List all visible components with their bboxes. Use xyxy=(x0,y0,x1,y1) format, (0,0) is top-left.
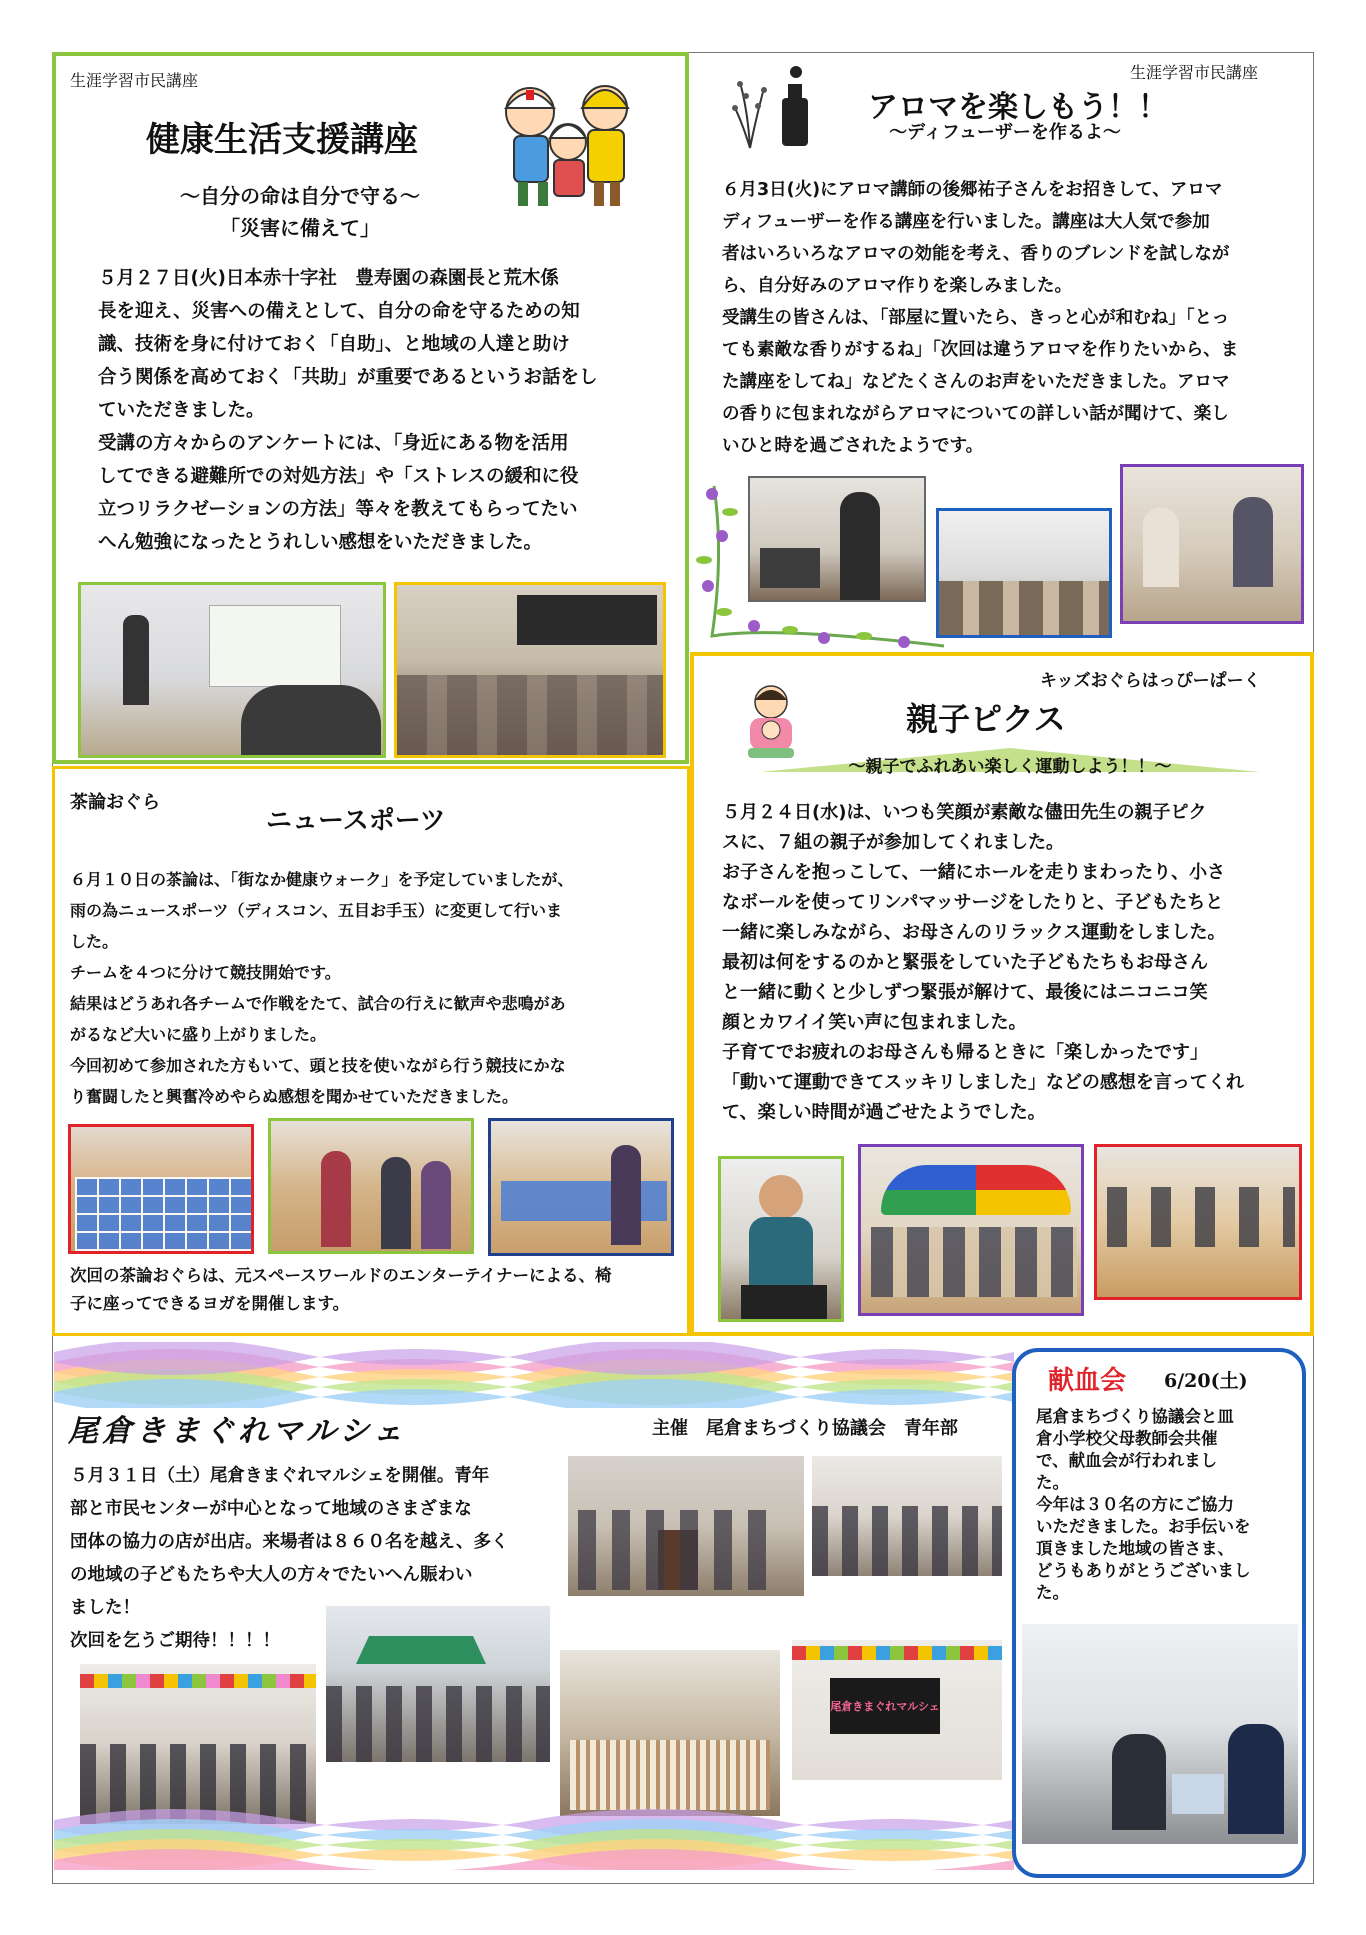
health-photo-audience xyxy=(394,582,666,758)
sports-body-line: 今回初めて参加された方もいて、頭と技を使いながら行う競技にかな xyxy=(70,1056,566,1075)
aroma-body-line: ６月3日(火)にアロマ講師の後郷祐子さんをお招きして、アロマ xyxy=(722,180,1223,200)
marche-body-line: ました！ xyxy=(70,1598,140,1618)
sports-body-line: ６月１０日の茶論は、「街なか健康ウォーク」を予定していましたが、 xyxy=(70,870,574,889)
health-body-line: 受講の方々からのアンケートには、「身近にある物を活用 xyxy=(98,433,569,454)
pics-body-line: 「動いて運動できてスッキリしました」などの感想を言ってくれ xyxy=(722,1072,1244,1093)
sports-body-line: がるなど大いに盛り上がりました。 xyxy=(70,1025,327,1044)
blood-body-line: 今年は３０名の方にご協力 xyxy=(1036,1495,1234,1514)
health-body xyxy=(98,262,668,559)
blood-body-line: 尾倉まちづくり協議会と皿 xyxy=(1036,1407,1234,1426)
marche-photo-flags xyxy=(80,1664,316,1824)
sports-next-line: 子に座ってできるヨガを開催します。 xyxy=(70,1294,350,1313)
blood-body xyxy=(1036,1406,1298,1604)
aroma-photo-1 xyxy=(748,476,926,602)
marche-photo-tent xyxy=(326,1606,550,1762)
aroma-body-line: 受講生の皆さんは、「部屋に置いたら、きっと心が和むね」「とっ xyxy=(722,308,1230,328)
sports-body-line: 雨の為ニュースポーツ（ディスコン、五目お手玉）に変更して行いま xyxy=(70,901,563,920)
aroma-body-line: の香りに包まれながらアロマについての詳しい話が聞けて、楽し xyxy=(722,404,1229,424)
health-body-line: ていただきました。 xyxy=(98,400,265,421)
sports-title: ニュースポーツ xyxy=(266,806,446,836)
sports-body-line: 結果はどうあれ各チームで作戦をたて、試合の行えに歓声や悲鳴があ xyxy=(70,994,566,1013)
health-subtitle2: 「災害に備えて」 xyxy=(220,216,380,240)
health-series-label: 生涯学習市民講座 xyxy=(70,71,199,90)
health-body-line: ５月２７日(火)日本赤十字社 豊寿園の森園長と荒木係 xyxy=(98,268,559,289)
health-title: 健康生活支援講座 xyxy=(146,120,418,160)
aroma-title: アロマを楽しもう！！ xyxy=(868,90,1168,125)
health-body-line: へん勉強になったとうれしい感想をいただきました。 xyxy=(98,532,543,553)
pics-body-line: ５月２４日(水)は、いつも笑顔が素敵な儘田先生の親子ピク xyxy=(722,802,1207,823)
sports-next xyxy=(70,1262,686,1318)
rainbow-bottom xyxy=(54,1806,1014,1870)
sports-body-line: した。 xyxy=(70,932,119,951)
blood-title: 献血会 xyxy=(1048,1366,1127,1396)
pics-body-line: て、楽しい時間が過ごせたようでした。 xyxy=(722,1102,1046,1123)
disaster-children-illustration xyxy=(490,72,640,212)
blood-body-line: どうもありがとうございまし xyxy=(1036,1561,1251,1580)
aroma-subtitle: ～ディフューザーを作るよ～ xyxy=(889,122,1121,143)
pics-series-label: キッズおぐらはっぴーぱーく xyxy=(1040,671,1261,691)
aroma-photo-2 xyxy=(936,508,1112,638)
pics-body-line: 一緒に楽しみながら、お母さんのリラックス運動をしました。 xyxy=(722,922,1226,943)
marche-host: 主催 尾倉まちづくり協議会 青年部 xyxy=(652,1418,958,1439)
marche-body-line: の地域の子どもたちや大人の方々でたいへん賑わい xyxy=(70,1565,473,1585)
health-body-line: 合う関係を高めておく「共助」が重要であるというお話をし xyxy=(98,367,598,388)
aroma-bottle-illustration xyxy=(730,62,816,152)
marche-body-line: 次回を乞うご期待！！！！ xyxy=(70,1631,280,1651)
aroma-body-line: ら、自分好みのアロマ作りを楽しみました。 xyxy=(722,276,1072,296)
marche-body-line: 部と市民センターが中心となって地域のさまざまな xyxy=(70,1499,472,1519)
marche-photo-books xyxy=(560,1650,780,1816)
pics-body-line: お子さんを抱っこして、一緒にホールを走りまわったり、小さ xyxy=(722,862,1226,883)
pics-body-line: 子育てでお疲れのお母さんも帰るときに「楽しかったです」 xyxy=(722,1042,1208,1063)
pics-photo-instructor xyxy=(718,1156,844,1322)
sports-next-line: 次回の茶論おぐらは、元スペースワールドのエンターテイナーによる、椅 xyxy=(70,1266,612,1285)
health-body-line: 立つリラクゼーションの方法」等々を教えてもらってたい xyxy=(98,499,578,520)
aroma-series-label: 生涯学習市民講座 xyxy=(1130,63,1259,82)
blood-body-line: た。 xyxy=(1036,1583,1069,1602)
marche-sign-board xyxy=(830,1678,940,1734)
sports-photo-grid xyxy=(68,1124,254,1254)
pics-subtitle: ～親子でふれあい楽しく運動しよう！！～ xyxy=(848,757,1172,777)
aroma-body-line: ディフューザーを作る講座を行いました。講座は大人気で参加 xyxy=(722,212,1210,232)
rainbow-top xyxy=(54,1342,1014,1408)
sports-body-line: チームを４つに分けて競技開始です。 xyxy=(70,963,341,982)
sports-photo-hall xyxy=(488,1118,674,1256)
pics-body-line: 顔とカワイイ笑い声に包まれました。 xyxy=(722,1012,1027,1033)
pics-photo-floor xyxy=(1094,1144,1302,1300)
marche-photo-hall-crowd xyxy=(812,1456,1002,1576)
pics-body-line: と一緒に動くと少しずつ緊張が解けて、最後にはニコニコ笑 xyxy=(722,982,1208,1003)
sports-series-label: 茶論おぐら xyxy=(70,792,160,813)
pics-body-line: スに、７組の親子が参加してくれました。 xyxy=(722,832,1064,853)
pics-body xyxy=(722,798,1302,1128)
health-body-line: 識、技術を身に付けておく「自助」、と地域の人達と助け xyxy=(98,334,570,355)
blood-body-line: で、献血会が行われまし xyxy=(1036,1451,1218,1470)
blood-body-line: いただきました。お手伝いを xyxy=(1036,1517,1251,1536)
marche-photo-sign xyxy=(792,1640,1002,1780)
aroma-body-line: 者はいろいろなアロマの効能を考え、香りのブレンドを試しなが xyxy=(722,244,1230,264)
aroma-body-line: いひと時を過ごされたようです。 xyxy=(722,436,984,456)
aroma-photo-3 xyxy=(1120,464,1304,624)
pics-title: 親子ピクス xyxy=(906,700,1066,738)
marche-sign-text: 尾倉きまぐれマルシェ xyxy=(830,1700,940,1713)
pics-photo-parachute xyxy=(858,1144,1084,1316)
sports-photo-players xyxy=(268,1118,474,1254)
sports-body xyxy=(70,864,686,1112)
blood-photo xyxy=(1022,1624,1298,1844)
pics-body-line: なボールを使ってリンパマッサージをしたりと、子どもたちと xyxy=(722,892,1224,913)
aroma-body xyxy=(722,174,1302,462)
health-body-line: してできる避難所での対処方法」や「ストレスの緩和に役 xyxy=(98,466,579,487)
aroma-body-line: た講座をしてね」などたくさんのお声をいただきました。アロマ xyxy=(722,372,1230,392)
health-subtitle: ～自分の命は自分で守る～ xyxy=(180,184,420,208)
aroma-body-line: ても素敵な香りがするね」「次回は違うアロマを作りたいから、ま xyxy=(722,340,1239,360)
health-photo-lecture xyxy=(78,582,386,758)
blood-body-line: 頂きました地域の皆さま、 xyxy=(1036,1539,1234,1558)
marche-photo-entrance xyxy=(568,1456,804,1596)
marche-title: 尾倉きまぐれマルシェ xyxy=(68,1414,407,1449)
blood-body-line: た。 xyxy=(1036,1473,1069,1492)
pics-body-line: 最初は何をするのかと緊張をしていた子どもたちもお母さん xyxy=(722,952,1208,973)
sports-body-line: り奮闘したと興奮冷めやらぬ感想を聞かせていただきました。 xyxy=(70,1087,519,1106)
marche-body-line: 団体の協力の店が出店。来場者は８６０名を越え、多く xyxy=(70,1532,509,1552)
marche-body-line: ５月３１日（土）尾倉きまぐれマルシェを開催。青年 xyxy=(70,1466,490,1486)
health-body-line: 長を迎え、災害への備えとして、自分の命を守るための知 xyxy=(98,301,580,322)
blood-body-line: 倉小学校父母教師会共催 xyxy=(1036,1429,1218,1448)
blood-date: 6/20(土) xyxy=(1164,1370,1248,1392)
